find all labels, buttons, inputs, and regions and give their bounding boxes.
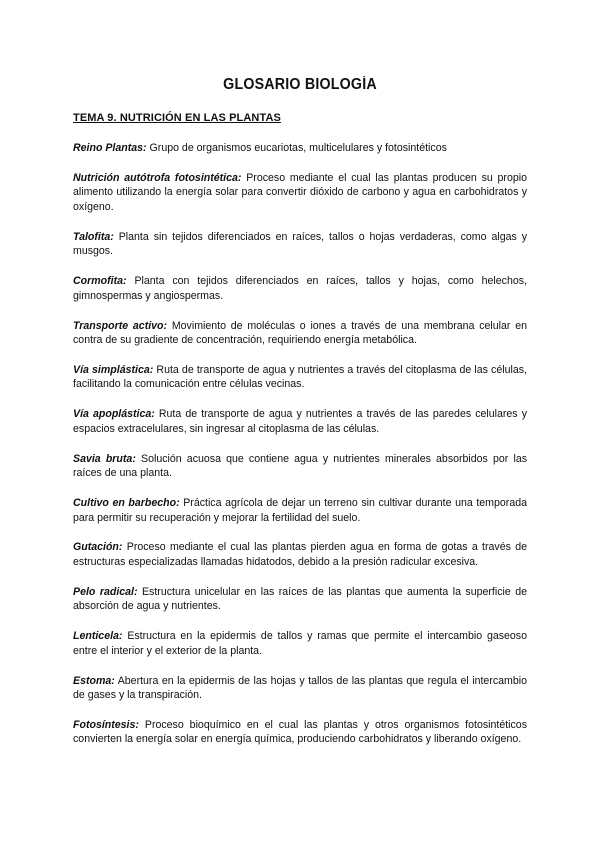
glossary-term: Savia bruta: [73,452,136,465]
glossary-entry [73,274,527,303]
glossary-definition: Proceso mediante el cual las plantas producen su propio alimento utilizando la energía solar para convertir dióxido de carbono y agua en carbohidratos y oxígeno. [73,171,527,213]
glossary-definition: Planta sin tejidos diferenciados en raíces, tallos o hojas verdaderas, como algas y musgos. [73,230,527,258]
glossary-definition: Solución acuosa que contiene agua y nutrientes minerales absorbidos por las raíces de una planta. [73,452,528,480]
glossary-term: Nutrición autótrofa fotosintética: [73,171,242,184]
glossary-term: Lenticela: [73,630,123,643]
glossary-entry [73,230,527,259]
glossary-term: Vía simplástica: [73,363,154,376]
glossary-entry [73,407,527,436]
glossary-entry [73,452,527,481]
glossary-definition: Grupo de organismos eucariotas, multicelulares y fotosintéticos [149,142,447,154]
glossary-definition: Proceso bioquímico en el cual las plantas y otros organismos fotosintéticos convierten la energía solar en energía química, produciendo carbohidratos y liberando oxígeno. [73,718,527,746]
glossary-term: Reino Plantas: [73,142,147,154]
glossary-term: Cormofita: [73,275,127,288]
glossary-entry [73,674,527,703]
glossary-definition: Ruta de transporte de agua y nutrientes a través de las paredes celulares y espacios extracelulares, sin ingresar al citoplasma de las células. [73,408,527,435]
glossary-entry [73,629,527,658]
glossary-term: Vía apoplástica: [73,408,155,421]
glossary-definition: Planta con tejidos diferenciados en raíces, tallos y hojas, como helechos, gimnospermas y angiospermas. [73,275,527,302]
glossary-term: Talofita: [73,230,114,243]
glossary-term: Estoma: [73,674,115,687]
glossary-entry [73,319,527,348]
glossary-definition: Abertura en la epidermis de las hojas y tallos de las plantas que regula el intercambio de gases y la transpiración. [73,674,528,702]
glossary-definition: Proceso mediante el cual las plantas pierden agua en forma de gotas a través de estructuras especializadas llamadas hidatodos, debido a la presión radicular excesiva. [73,541,527,568]
glossary-term: Pelo radical: [73,585,138,598]
glossary-term: Transporte activo: [73,319,168,332]
glossary-term: Gutación: [73,541,123,554]
glossary-entry [73,540,527,569]
glossary-definition: Estructura unicelular en las raíces de las plantas que aumenta la superficie de absorción de agua y nutrientes. [73,585,528,613]
glossary-entry [73,718,527,747]
glossary-entry [73,363,527,392]
section-heading: TEMA 9. NUTRICIÓN EN LAS PLANTAS [73,112,281,124]
glossary-entry [73,141,527,156]
glossary-term: Fotosíntesis: [73,718,139,731]
glossary-entry [73,496,527,525]
glossary-definition: Estructura en la epidermis de tallos y ramas que permite el intercambio gaseoso entre el interior y el exterior de la planta. [73,630,527,657]
glossary-definition: Práctica agrícola de dejar un terreno sin cultivar durante una temporada para permitir su recuperación y mejorar la fertilidad del suelo. [73,497,527,524]
document-title: GLOSARIO BIOLOGÍA [223,76,377,93]
glossary-entry [73,585,527,614]
glossary-term: Cultivo en barbecho: [73,497,180,509]
glossary-definition: Ruta de transporte de agua y nutrientes a través del citoplasma de las células, facilitando la comunicación entre células vecinas. [73,363,527,391]
glossary-entry [73,171,527,215]
glossary-definition: Movimiento de moléculas o iones a través de una membrana celular en contra de su gradiente de concentración, requiriendo energía metabólica. [73,319,527,347]
